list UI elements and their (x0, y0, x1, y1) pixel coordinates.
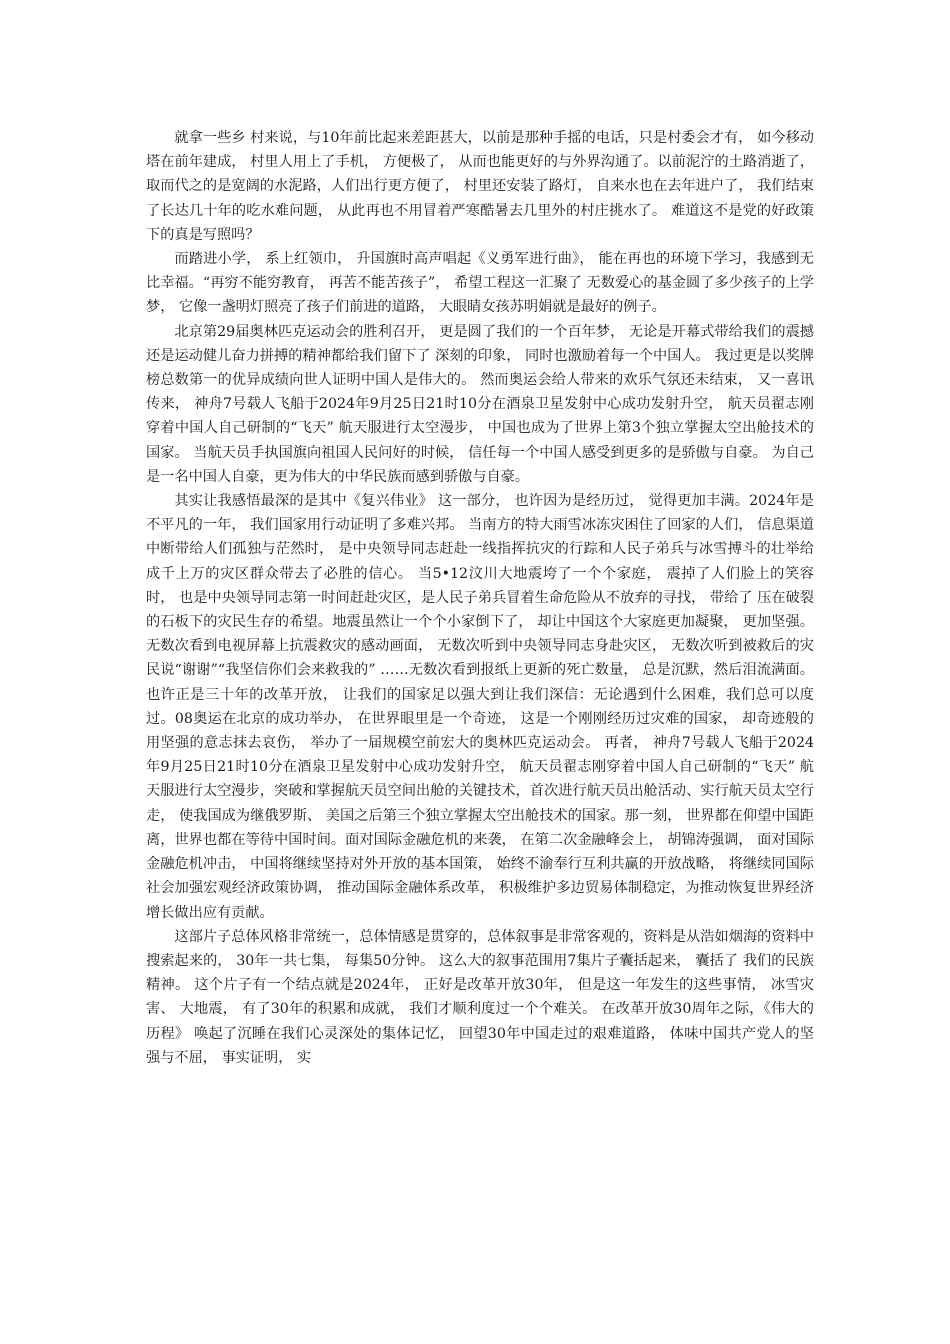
paragraph-film-review: 这部片子总体风格非常统一，总体情感是贯穿的，总体叙事是非常客观的，资料是从浩如烟海的资料中搜索起来的， 30年一共七集， 每集50分钟。 这么大的叙事范围用7集片子囊括起来， 囊括了 我们的民族精神。 这个片子有一个结点就是2024年， 正好是改革开放30年， 但是这一年发生的这些事情， 冰雪灾害、 大地震， 有了30年的积累和成就， 我们才顺利度过一个个难关。 在改革开放30周年之际，《伟大的历程》 唤起了沉睡在我们心灵深处的集体记忆， 回望30年中国走过的艰难道路， 体味中国共产党人的坚强与不屈， 事实证明， 实 (146, 928, 814, 1066)
paragraph-olympics: 北京第29届奥林匹克运动会的胜利召开， 更是圆了我们的一个百年梦， 无论是开幕式带给我们的震撼还是运动健儿奋力拼搏的精神都给我们留下了 深刻的印象， 同时也激励着每一个中国人。 我过更是以奖牌榜总数第一的优异成绩向世人证明中国人是伟大的。 然而奥运会给人带来的欢乐气氛还未结束， 又一喜讯传来， 神舟7号载人飞船于2024年9月25日21时10分在酒泉卫星发射中心成功发射升空， 航天员翟志刚穿着中国人自己研制的“飞天” 航天服进行太空漫步， 中国也成为了世界上第3个独立掌握太空出舱技术的国家。 当航天员手执国旗向祖国人民问好的时候， 信任每一个中国人感受到更多的是骄傲与自豪。 为自己是一名中国人自豪，更为伟大的中华民族而感到骄傲与自豪。 (146, 323, 814, 485)
document-page (146, 126, 814, 1070)
paragraph-revival: 其实让我感悟最深的是其中《复兴伟业》 这一部分， 也许因为是经历过， 觉得更加丰满。2024年是不平凡的一年， 我们国家用行动证明了多难兴邦。 当南方的特大雨雪冰冻灾困住了回家的人们， 信息渠道中断带给人们孤独与茫然时， 是中央领导同志赶赴一线指挥抗灾的行踪和人民子弟兵与冰雪搏斗的壮举给成千上万的灾区群众带去了必胜的信心。 当5•12汶川大地震垮了一个个家庭， 震掉了人们脸上的笑容时， 也是中央领导同志第一时间赶赴灾区，是人民子弟兵冒着生命危险从不放弃的寻找， 带给了 压在破裂的石板下的灾民生存的希望。地震虽然让一个个小家倒下了， 却让中国这个大家庭更加凝聚， 更加坚强。 无数次看到电视屏幕上抗震救灾的感动画面， 无数次听到中央领导同志身赴灾区， 无数次听到被救后的灾民说“谢谢”“我坚信你们会来救我的” ……无数次看到报纸上更新的死亡数量， 总是沉默，然后泪流满面。 也许正是三十年的改革开放， 让我们的国家足以强大到让我们深信：无论遇到什么困难，我们总可以度过。08奥运在北京的成功举办， 在世界眼里是一个奇迹， 这是一个刚刚经历过灾难的国家， 却奇迹般的用坚强的意志抹去哀伤， 举办了一届规模空前宏大的奥林匹克运动会。 再者， 神舟7号载人飞船于2024年9月25日21时10分在酒泉卫星发射中心成功发射升空， 航天员翟志刚穿着中国人自己研制的“飞天” 航天服进行太空漫步，突破和掌握航天员空间出舱的关键技术，首次进行航天员出舱活动、实行航天员太空行走， 使我国成为继俄罗斯、 美国之后第三个独立掌握太空出舱技术的国家。那一刻， 世界都在仰望中国距离，世界也都在等待中国时间。面对国际金融危机的来袭， 在第二次金融峰会上， 胡锦涛强调， 面对国际金融危机冲击， 中国将继续坚持对外开放的基本国策， 始终不渝奉行互利共赢的开放战略， 将继续同国际社会加强宏观经济政策协调， 推动国际金融体系改革， 积极维护多边贸易体制稳定，为推动恢复世界经济增长做出应有贡献。 (146, 493, 814, 921)
paragraph-village: 就拿一些乡 村来说，与10年前比起来差距甚大，以前是那种手摇的电话，只是村委会才有， 如今移动塔在前年建成， 村里人用上了手机， 方便极了， 从而也能更好的与外界沟通了。以前泥泞的土路消逝了， 取而代之的是宽阔的水泥路，人们出行更方便了， 村里还安装了路灯， 自来水也在去年进户了， 我们结束了长达几十年的吃水难问题， 从此再也不用冒着严寒酷暑去几里外的村庄挑水了。 难道这不是党的好政策下的真是写照吗？ (146, 130, 814, 243)
paragraph-school: 而踏进小学， 系上红领巾， 升国旗时高声唱起《义勇军进行曲》， 能在再也的环境下学习，我感到无比幸福。“再穷不能穷教育， 再苦不能苦孩子”， 希望工程这一汇聚了 无数爱心的基金圆了多少孩子的上学梦， 它像一盏明灯照亮了孩子们前进的道路， 大眼睛女孩苏明娟就是最好的例子。 (146, 251, 814, 316)
